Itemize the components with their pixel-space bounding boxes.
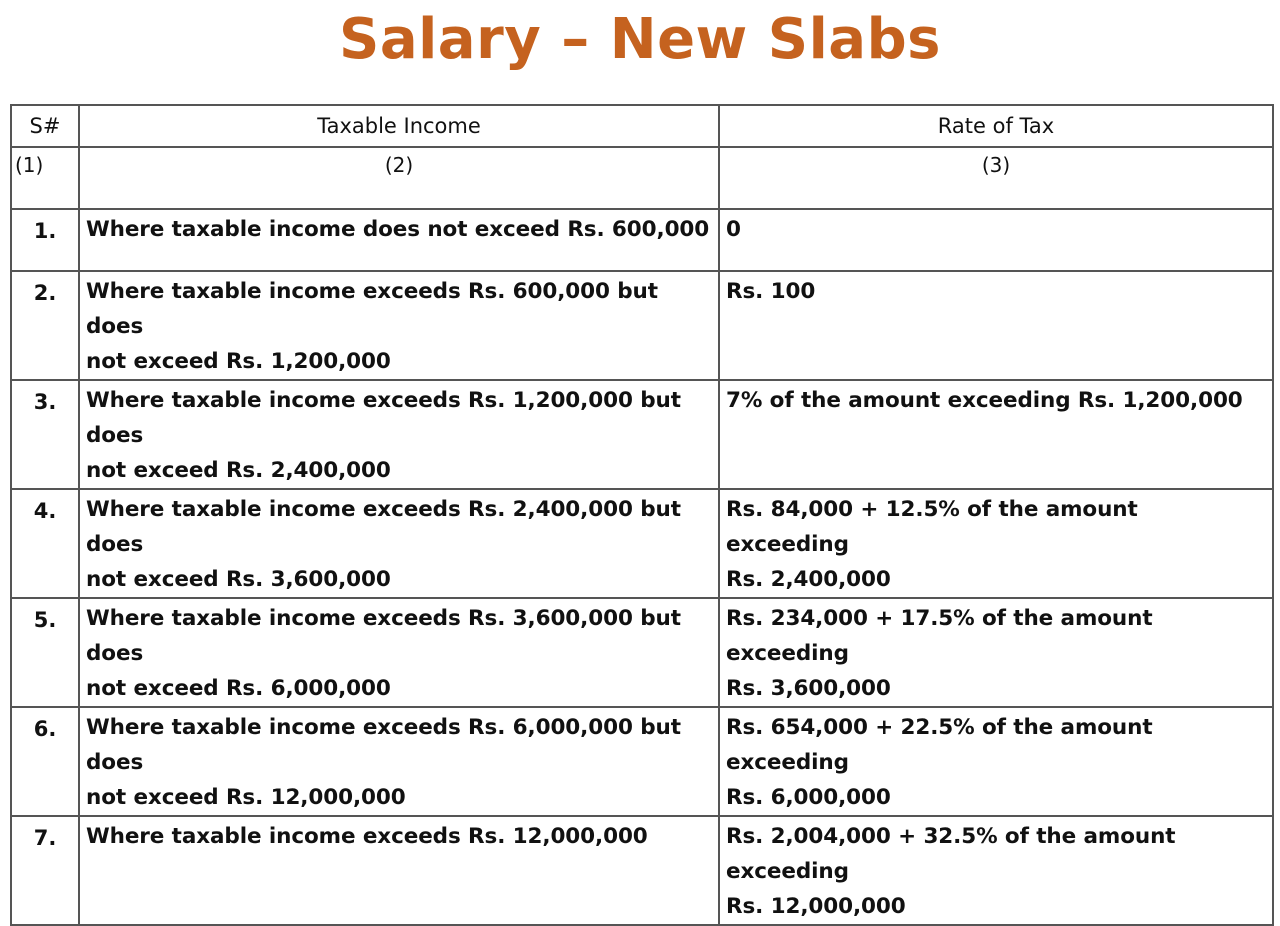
rate-cell: Rs. 654,000 + 22.5% of the amount exceeding Rs. 6,000,000	[719, 707, 1273, 816]
serial-cell: 7.	[11, 816, 79, 925]
table-row	[11, 489, 1273, 598]
table-row	[11, 209, 1273, 271]
column-number-1: (1)	[11, 147, 79, 209]
income-cell: Where taxable income exceeds Rs. 12,000,000	[79, 816, 719, 925]
serial-cell: 6.	[11, 707, 79, 816]
serial-cell: 1.	[11, 209, 79, 271]
rate-cell: Rs. 84,000 + 12.5% of the amount exceeding Rs. 2,400,000	[719, 489, 1273, 598]
column-number-2: (2)	[79, 147, 719, 209]
table-row	[11, 816, 1273, 925]
income-cell: Where taxable income exceeds Rs. 2,400,000 but does not exceed Rs. 3,600,000	[79, 489, 719, 598]
rate-cell: 0	[719, 209, 1273, 271]
rate-cell: Rs. 100	[719, 271, 1273, 380]
income-cell: Where taxable income exceeds Rs. 6,000,000 but does not exceed Rs. 12,000,000	[79, 707, 719, 816]
header-taxable-income: Taxable Income	[79, 105, 719, 147]
income-cell: Where taxable income does not exceed Rs. 600,000	[79, 209, 719, 271]
table-row	[11, 707, 1273, 816]
serial-cell: 4.	[11, 489, 79, 598]
income-cell: Where taxable income exceeds Rs. 1,200,000 but does not exceed Rs. 2,400,000	[79, 380, 719, 489]
rate-cell: Rs. 2,004,000 + 32.5% of the amount exceeding Rs. 12,000,000	[719, 816, 1273, 925]
serial-cell: 5.	[11, 598, 79, 707]
column-number-3: (3)	[719, 147, 1273, 209]
table-row	[11, 380, 1273, 489]
serial-cell: 3.	[11, 380, 79, 489]
tax-slabs-table	[10, 104, 1274, 926]
income-cell: Where taxable income exceeds Rs. 600,000 but does not exceed Rs. 1,200,000	[79, 271, 719, 380]
rate-cell: Rs. 234,000 + 17.5% of the amount exceeding Rs. 3,600,000	[719, 598, 1273, 707]
rate-cell: 7% of the amount exceeding Rs. 1,200,000	[719, 380, 1273, 489]
column-number-row	[11, 147, 1273, 209]
serial-cell: 2.	[11, 271, 79, 380]
header-rate-of-tax: Rate of Tax	[719, 105, 1273, 147]
income-cell: Where taxable income exceeds Rs. 3,600,000 but does not exceed Rs. 6,000,000	[79, 598, 719, 707]
header-serial: S#	[11, 105, 79, 147]
table-header-row	[11, 105, 1273, 147]
table-row	[11, 598, 1273, 707]
table-row	[11, 271, 1273, 380]
page-title: Salary – New Slabs	[338, 7, 942, 72]
